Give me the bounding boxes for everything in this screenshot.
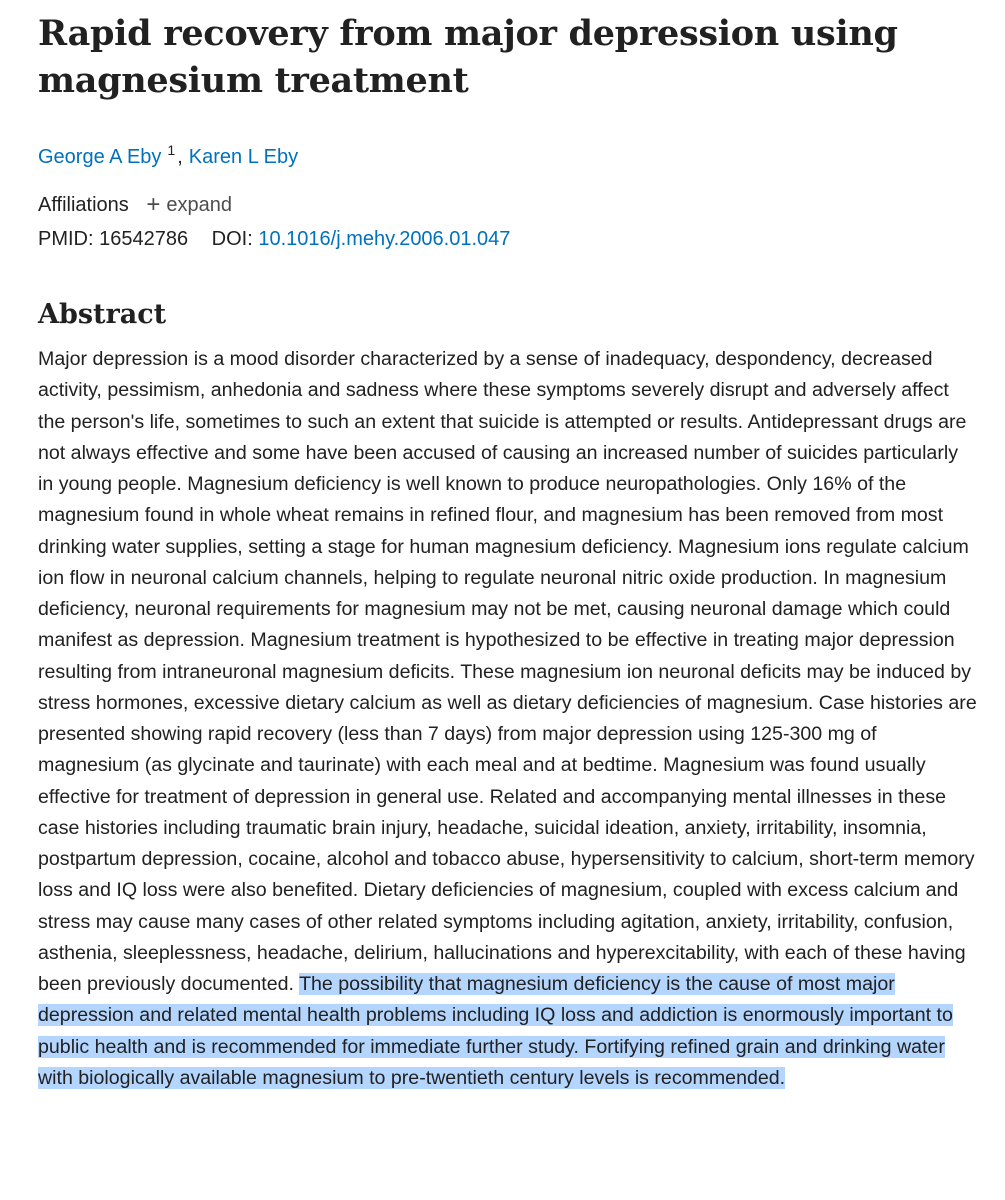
affiliation-ref[interactable]: 1 (167, 142, 176, 158)
author-link-karen-eby[interactable]: Karen L Eby (188, 146, 299, 168)
abstract-text: Major depression is a mood disorder characterized by a sense of inadequacy, despondency, decreased activity, pessimism, anhedonia and sadness where these symptoms severely disrupt and adversely affect the person's life, sometimes to such an extent that suicide is attempted or results. Antidepressant drugs are not always effective and some have been accused of causing an increased number of suicides particularly in young people. Magnesium deficiency is well known to produce neuropathologies. Only 16% of the magnesium found in whole wheat remains in refined flour, and magnesium has been removed from most drinking water supplies, setting a stage for human magnesium deficiency. Magnesium ions regulate calcium ion flow in neuronal calcium channels, helping to regulate neuronal nitric oxide production. In magnesium deficiency, neuronal requirements for magnesium may not be met, causing neuronal damage which could manifest as depression. Magnesium treatment is hypothesized to be effective in treating major depression resulting from intraneuronal magnesium deficits. These magnesium ion neuronal deficits may be induced by stress hormones, excessive dietary calcium as well as dietary deficiencies of magnesium. Case histories are presented showing rapid recovery (less than 7 days) from major depression using 125-300 mg of magnesium (as glycinate and taurinate) with each meal and at bedtime. Magnesium was found usually effective for treatment of depression in general use. Related and accompanying mental illnesses in these case histories including traumatic brain injury, headache, suicidal ideation, anxiety, irritability, insomnia, postpartum depression, cocaine, alcohol and tobacco abuse, hypersensitivity to calcium, short-term memory loss and IQ loss were also benefited. Dietary deficiencies of magnesium, coupled with excess calcium and stress may cause many cases of other related symptoms including agitation, anxiety, irritability, confusion, asthenia, sleeplessness, headache, delirium, hallucinations and hyperexcitability, with each of these having been previously documented. (38, 348, 977, 995)
affiliations-label: Affiliations (38, 194, 129, 216)
plus-icon: + (146, 191, 161, 218)
author-link-george-eby[interactable]: George A Eby (38, 146, 162, 168)
pmid-value: 16542786 (99, 228, 189, 250)
pmid-label: PMID: (38, 228, 94, 250)
doi-link[interactable]: 10.1016/j.mehy.2006.01.047 (258, 228, 511, 250)
abstract-heading: Abstract (38, 299, 167, 330)
abstract-selected-text: The possibility that magnesium deficiency is the cause of most major depression and related mental health problems including IQ loss and addiction is enormously important to public health and is recommended for immediate further study. Fortifying refined grain and drinking water with biologically available magnesium to pre-twentieth century levels is recommended. (38, 973, 953, 1089)
abstract-body (38, 344, 977, 1094)
doi-label: DOI: (211, 228, 253, 250)
identifiers-row (38, 226, 977, 252)
author-list (38, 138, 977, 169)
expand-label: expand (166, 194, 232, 216)
author-separator: , (177, 146, 183, 168)
affiliations-row (38, 191, 977, 218)
expand-affiliations-button[interactable] (146, 191, 232, 218)
article-title: Rapid recovery from major depression using magnesium treatment (38, 13, 898, 101)
